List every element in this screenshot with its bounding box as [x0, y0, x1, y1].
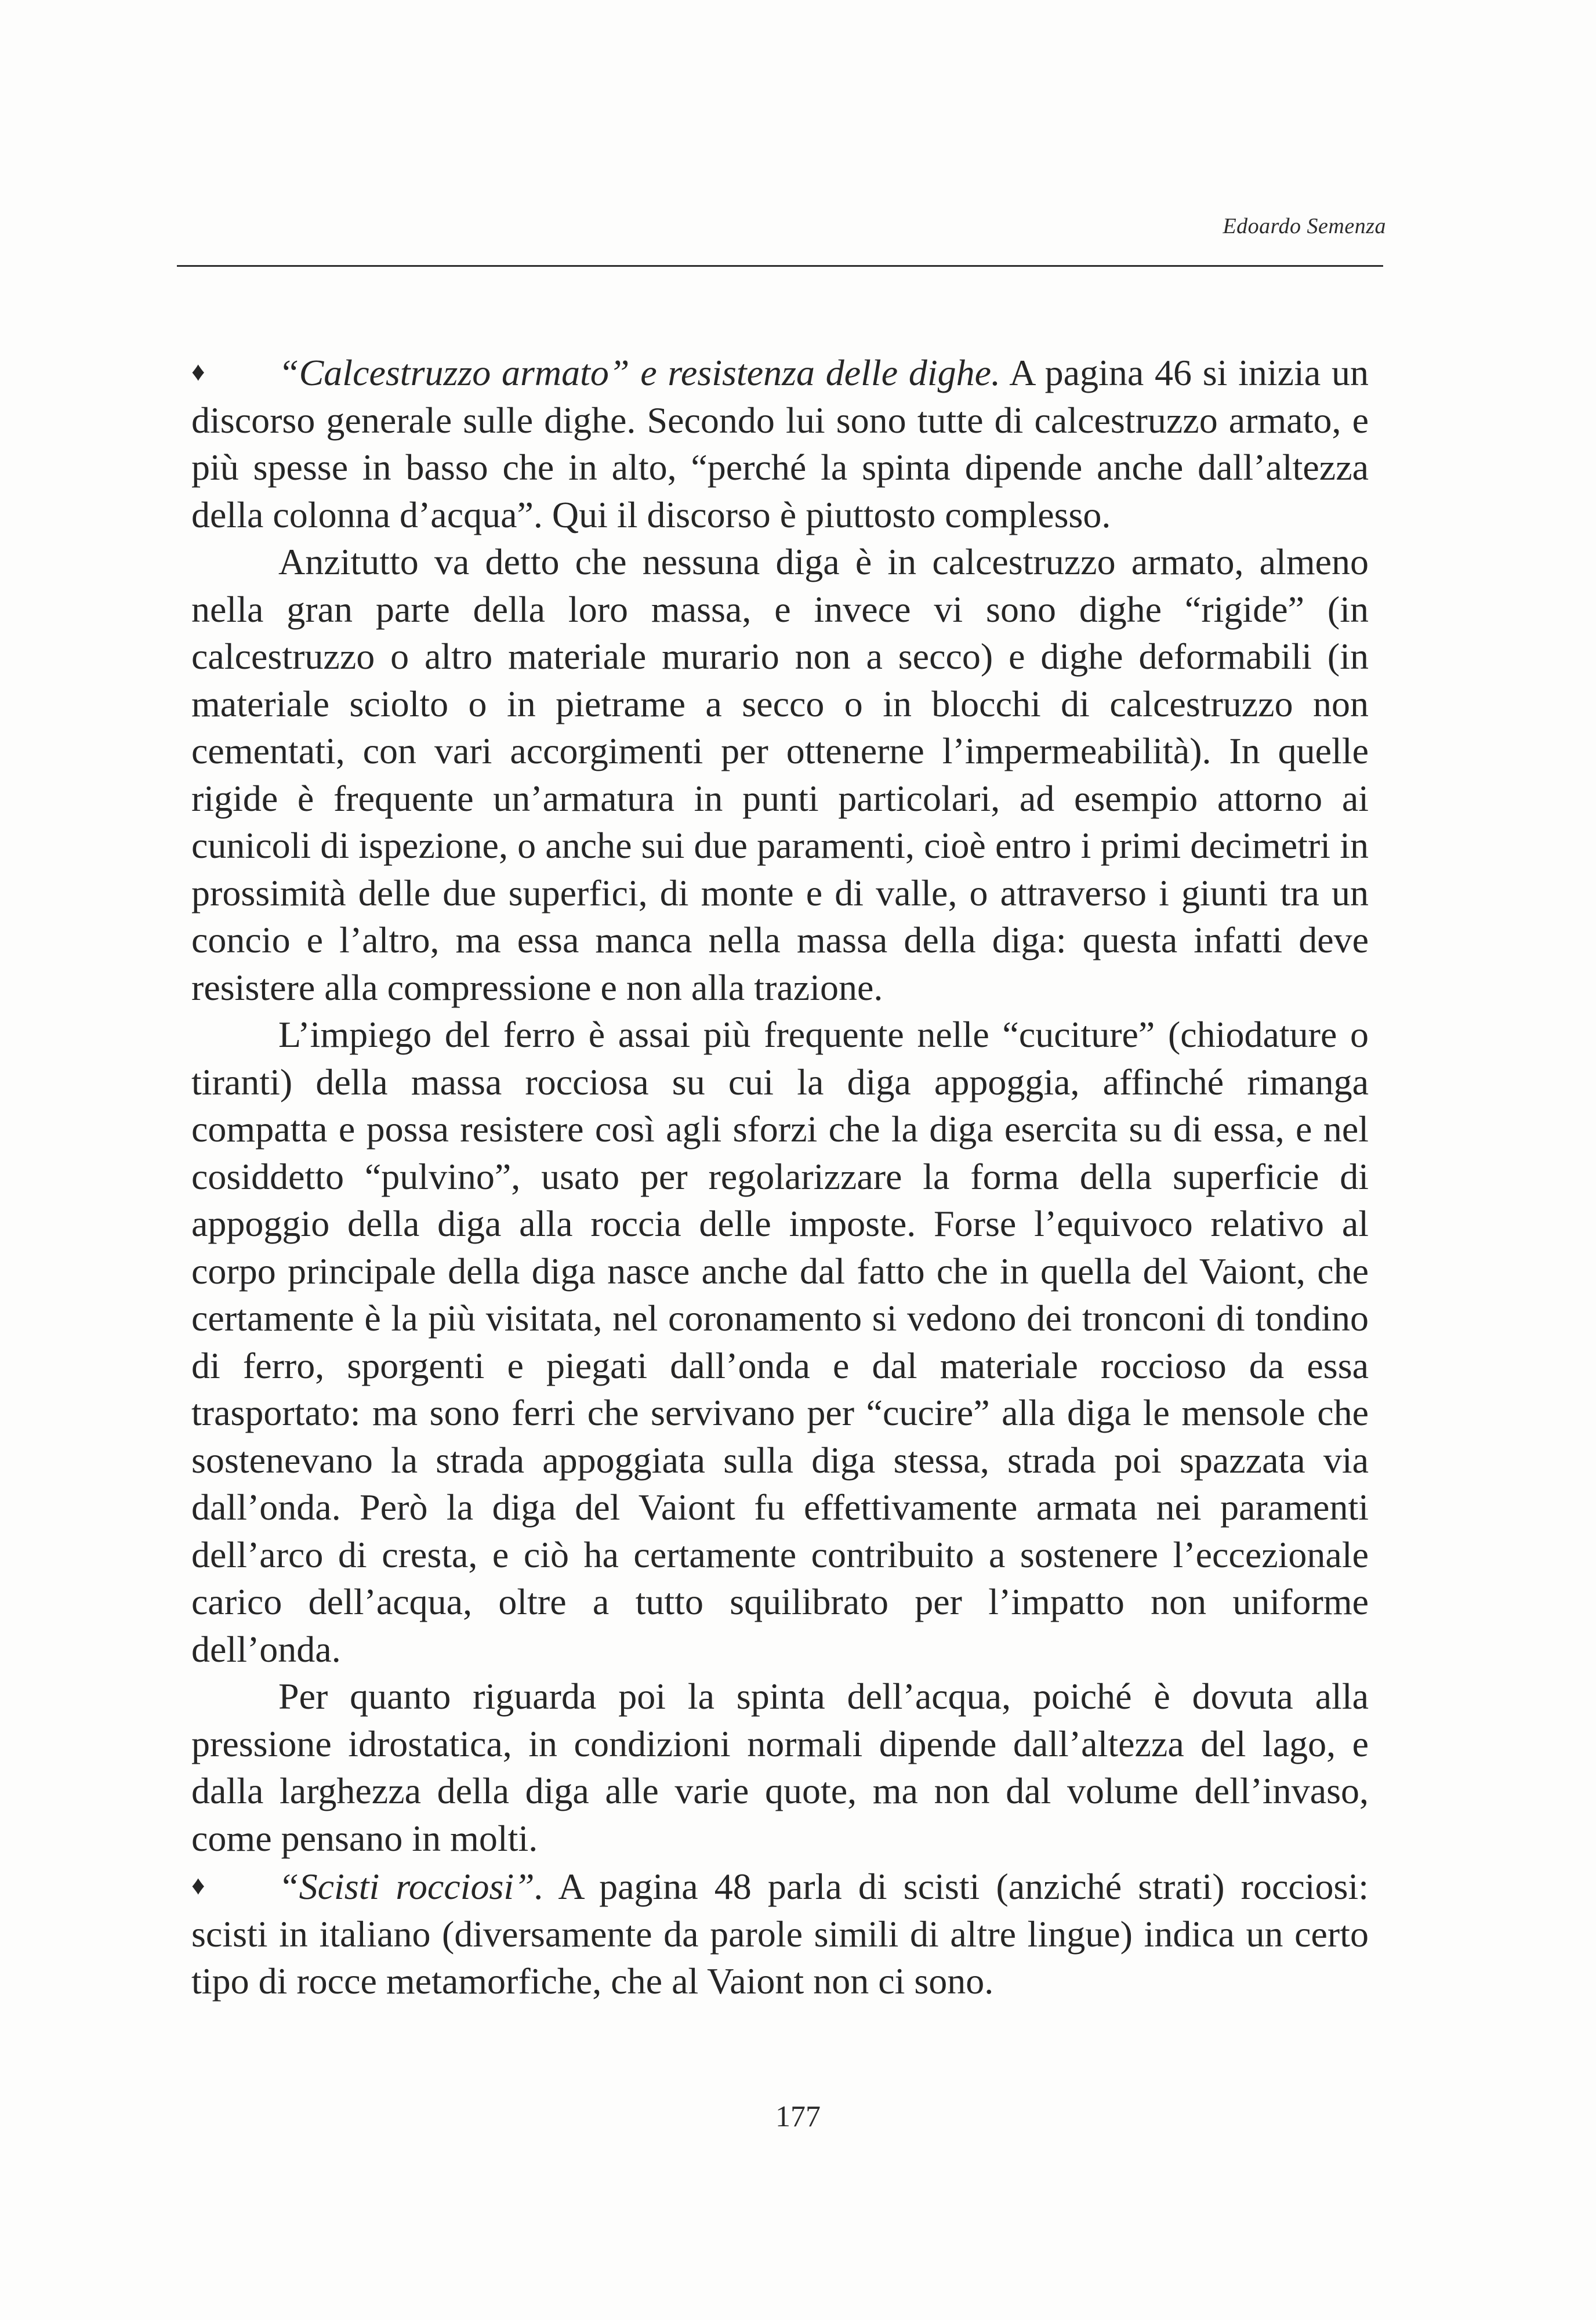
page-number: 177	[775, 2100, 821, 2133]
running-head-author: Edoardo Semenza	[1223, 214, 1386, 238]
diamond-bullet-icon: ♦	[191, 1870, 205, 1900]
paragraph-text: A pagina 46 si inizia un discorso generale sulle dighe. Secondo lui sono tutte di calcestruzzo armato, e più spesse in basso che in alto, “perché la spinta dipende anche dall’altezza della colonna d’acqua”. Qui il discorso è piuttosto complesso.	[191, 352, 1369, 535]
paragraph-impiego-ferro: L’impiego del ferro è assai più frequente nelle “cuciture” (chiodature o tiranti) della massa rocciosa su cui la diga appoggia, affinché rimanga compatta e possa resistere così agli sforzi che la diga esercita su di essa, e nel cosiddetto “pulvino”, usato per regolarizzare la forma della superficie di appoggio della diga alla roccia delle imposte. Forse l’equivoco relativo al corpo principale della diga nasce anche dal fatto che in quella del Vaiont, che certamente è la più visitata, nel coronamento si vedono dei tronconi di tondino di ferro, sporgenti e piegati dall’onda e dal materiale roccioso da essa trasportato: ma sono ferri che servivano per “cucire” alla diga le mensole che sostenevano la strada appoggiata sulla diga stessa, strada poi spazzata via dall’onda. Però la diga del Vaiont fu effettivamente armata nei paramenti dell’arco di cresta, e ciò ha certamente contribuito a sostenere l’eccezionale carico dell’acqua, oltre a tutto squilibrato per l’impatto non uniforme dell’onda.	[191, 1014, 1369, 1670]
paragraph-anzitutto: Anzitutto va detto che nessuna diga è in calcestruzzo armato, almeno nella gran parte della loro massa, e invece vi sono dighe “rigide” (in calcestruzzo o altro materiale murario non a secco) e dighe deformabili (in materiale sciolto o in pietrame a secco o in blocchi di calcestruzzo non cementati, con vari accorgimenti per ottenerne l’impermeabilità). In quelle rigide è frequente un’armatura in punti particolari, ad esempio attorno ai cunicoli di ispezione, o anche sui due paramenti, cioè entro i primi decimetri in prossimità delle due superfici, di monte e di valle, o attraverso i giunti tra un concio e l’altro, ma essa manca nella massa della diga: questa infatti deve resistere alla compressione e non alla trazione.	[191, 541, 1369, 1008]
section-lead-calcestruzzo: “Calcestruzzo armato” e resistenza delle dighe.	[278, 352, 1001, 393]
body-text	[191, 348, 1369, 2005]
paragraph-spinta-acqua: Per quanto riguarda poi la spinta dell’acqua, poiché è dovuta alla pressione idrostatica, in condizioni normali dipende dall’altezza del lago, e dalla larghezza della diga alle varie quote, ma non dal volume dell’invaso, come pensano in molti.	[191, 1676, 1369, 1859]
paragraph-calcestruzzo-armato	[191, 348, 1369, 538]
section-lead-scisti: “Scisti rocciosi”.	[278, 1866, 544, 1907]
diamond-bullet-icon: ♦	[191, 357, 205, 386]
paragraph-text: A pagina 48 parla di scisti (anziché strati) rocciosi: scisti in italiano (diversamente da parole simili di altre lingue) indica un certo tipo di rocce metamorfiche, che al Vaiont non ci sono.	[191, 1866, 1369, 2002]
paragraph-scisti-rocciosi	[191, 1862, 1369, 2005]
header-rule	[177, 265, 1383, 267]
